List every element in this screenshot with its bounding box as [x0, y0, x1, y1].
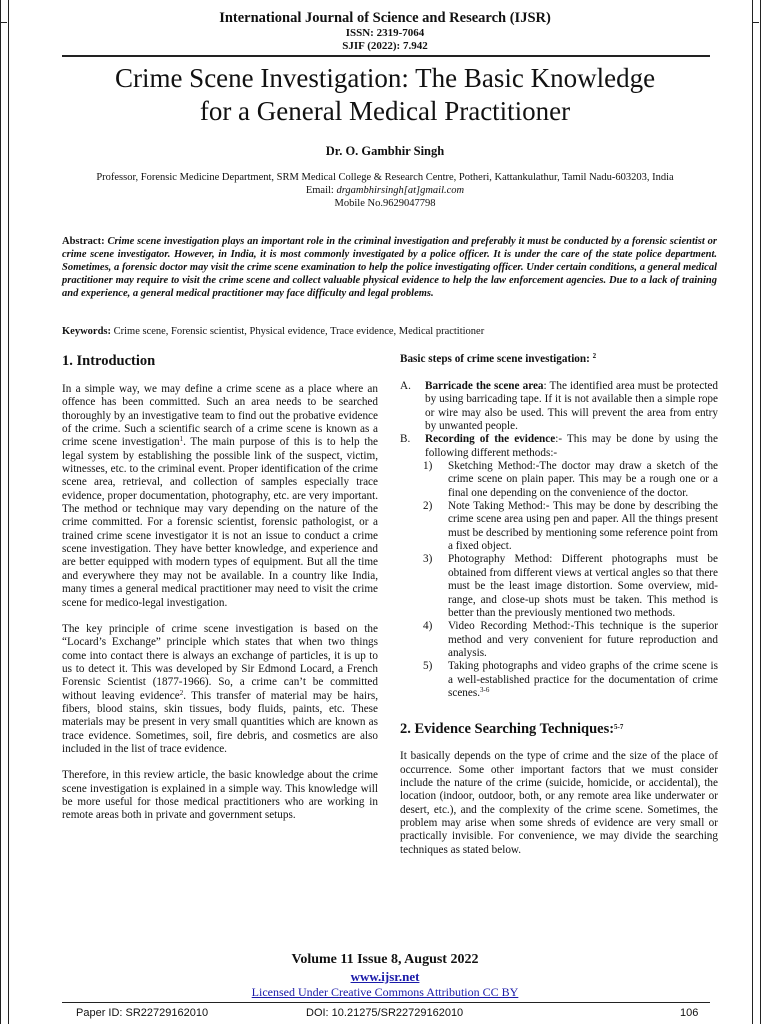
step-b-title: Recording of the evidence: [425, 433, 556, 446]
evidence-searching-heading: [400, 720, 718, 738]
author-affiliation-block: [0, 171, 770, 210]
method-text: Taking photographs and video graphs of the crime scene is a well-established practice for the documentation of crime scenes.: [448, 660, 718, 699]
step-b-text: :- This may be done by using the following different methods:-: [425, 433, 718, 459]
footer-rule: [62, 1002, 710, 1003]
recording-methods-list: [400, 460, 718, 700]
keywords-label: Keywords:: [62, 326, 111, 337]
intro-p1-text-b: . The main purpose of this is to help the legal system by establishing the possible link of the suspect, victim, witnesses, etc. to the criminal event. Proper identification of the crime scene area, retrieval, and collection of samples especially trace evidence, proper documentation, photography, etc. are very important. The method or technique may vary depending on the nature of the crime committed. For a forensic scientist, forensic pathologist, or a trained crime scene investigator it is not an issue to conduct a crime scene investigation. They have better knowledge, and experience and are better equipped with modern types of equipment. But all the time and everywhere they may not be available. In a country like India, many times a general medical practitioner may need to visit the crime scene for medico-legal investigation.: [62, 436, 379, 609]
method-item: [400, 460, 718, 500]
email-label: Email:: [305, 185, 334, 196]
keywords-text: Crime scene, Forensic scientist, Physical evidence, Trace evidence, Medical practitioner: [113, 326, 485, 337]
step-marker: A.: [400, 380, 411, 392]
abstract: [62, 235, 717, 300]
intro-p2-text-b: . This transfer of material may be hairs, fibers, blood stains, skin tissues, body fluids, paints, etc. These materials may be present in very small quantities which are known as trace evidence. Sometimes, soil, fire debris, and cosmetics are also included in the list of trace evidence.: [62, 689, 378, 755]
step-b: [400, 433, 718, 460]
citation-ref: 3-6: [480, 685, 490, 694]
method-item: [400, 660, 718, 700]
sjif: SJIF (2022): 7.942: [342, 40, 428, 52]
evidence-searching-heading-text: 2. Evidence Searching Techniques:: [400, 721, 615, 738]
method-marker: 5): [423, 660, 433, 673]
header-rule: [62, 55, 710, 57]
paper-title: [40, 62, 730, 128]
title-line-2: for a General Medical Practitioner: [199, 96, 571, 126]
step-marker: B.: [400, 433, 411, 446]
intro-paragraph-3: Therefore, in this review article, the basic knowledge about the crime scene investigation is explained in a simple way. This knowledge will be more useful for those medical practitioners who are working in remote areas both in private and government setups.: [62, 769, 378, 822]
method-marker: 4): [423, 620, 433, 633]
email-line: [0, 184, 770, 197]
title-line-1: Crime Scene Investigation: The Basic Knowledge: [114, 63, 656, 93]
issn: ISSN: 2319-7064: [345, 27, 425, 39]
volume-issue: Volume 11 Issue 8, August 2022: [291, 952, 479, 967]
intro-paragraph-1: [62, 383, 378, 610]
right-column: [400, 352, 718, 857]
intro-paragraph-2: [62, 623, 378, 756]
method-marker: 3): [423, 553, 433, 566]
basic-steps-heading-text: Basic steps of crime scene investigation:: [400, 353, 590, 365]
method-marker: 2): [423, 500, 433, 513]
affiliation: Professor, Forensic Medicine Department, SRM Medical College & Research Centre, Potheri, Kattankulathur, Tamil Nadu-603203, India: [96, 172, 674, 183]
mobile-number: Mobile No.9629047798: [334, 198, 436, 209]
keywords: [62, 326, 717, 337]
intro-p1-text-a: In a simple way, we may define a crime scene as a place where an offence has been committed. Such an area needs to be searched thoroughly by an investigative team to find out the probative evidence of the crime. Such a scientific search of a crime scene is known as a crime scene investigation: [62, 383, 378, 449]
method-marker: 1): [423, 460, 433, 473]
intro-p2-text-a: The key principle of crime scene investigation is based on the “Locard’s Exchange” principle which states that when two things come into contact there is always an exchange of particles, it is up to us to detect it. This was developed by Sir Edmond Locard, a French Forensic Scientist (1877-1966). So, a crime can’t be committed without leaving evidence: [62, 622, 378, 702]
journal-website-link[interactable]: www.ijsr.net: [350, 969, 420, 984]
method-text: Photography Method: Different photographs must be obtained from different views at vertical angles so that there must be the least image distortion. Some overview, mid-range, and close-up shots must be taken. This method is better than the previously mentioned two methods.: [448, 553, 718, 619]
paper-id: Paper ID: SR22729162010: [76, 1007, 209, 1019]
journal-name: International Journal of Science and Research (IJSR): [219, 10, 551, 26]
citation-ref: 2: [592, 352, 597, 360]
basic-steps-heading: [400, 352, 718, 366]
method-text: Note Taking Method:- This may be done by describing the crime scene area using pen and paper. All the things present must be described by mentioning some reference point from a fixed object.: [448, 500, 718, 553]
method-text: Video Recording Method:-This technique is the superior method and very convenient for future reproduction and analysis.: [448, 620, 718, 659]
doi: DOI: 10.21275/SR22729162010: [306, 1007, 464, 1019]
abstract-text: Crime scene investigation plays an important role in the criminal investigation and preferably it must be conducted by a forensic scientist or crime scene investigator. However, in India, it is most commonly investigated by a police officer. It is under the care of the state police department. Sometimes, a forensic doctor may visit the crime scene examination to help the police investigating officer. Under certain conditions, a general medical practitioner may require to visit the crime scene and collect valuable physical evidence to help the law enforcement agencies. Due to a lack of training and experience, a general medical practitioner may face difficulty and legal problems.: [62, 236, 717, 299]
method-item: [400, 553, 718, 620]
method-text: Sketching Method:-The doctor may draw a sketch of the crime scene on plain paper. This may be a rough one or a final one depending on the convenience of the doctor.: [448, 460, 718, 499]
author-name: Dr. O. Gambhir Singh: [325, 144, 445, 158]
step-a-text: : The identified area must be protected by using barricading tape. If it is not available then a simple rope or wire may also be used. This will prevent the area from entry by unwanted people.: [425, 380, 718, 433]
abstract-label: Abstract:: [62, 236, 105, 247]
method-item: [400, 500, 718, 553]
step-a-title: Barricade the scene area: [425, 380, 544, 392]
citation-ref: 5-7: [614, 723, 624, 732]
email-address: drgambhirsingh[at]gmail.com: [336, 185, 465, 196]
method-item: [400, 620, 718, 660]
page-number: 106: [680, 1007, 699, 1019]
evidence-searching-paragraph: It basically depends on the type of crime and the size of the place of occurrence. Some other important factors that we must consider include the nature of the crime (suicide, homicide, or accidental), the location (indoor, outdoor, both, or any remote area like underwater or desert, etc.), and the complexity of the crime scene. Sometimes, the problem may arise when some shreds of evidence are very small or practically invisible. For convenience, we may divide the searching techniques as stated below.: [400, 750, 718, 856]
citation-ref: 2: [179, 688, 184, 697]
citation-ref: 1: [179, 435, 184, 444]
license-link[interactable]: Licensed Under Creative Commons Attribution CC BY: [251, 985, 519, 999]
steps-list: [400, 380, 718, 460]
introduction-heading: 1. Introduction: [62, 353, 156, 369]
step-a: [400, 380, 718, 433]
left-column: [62, 352, 378, 823]
